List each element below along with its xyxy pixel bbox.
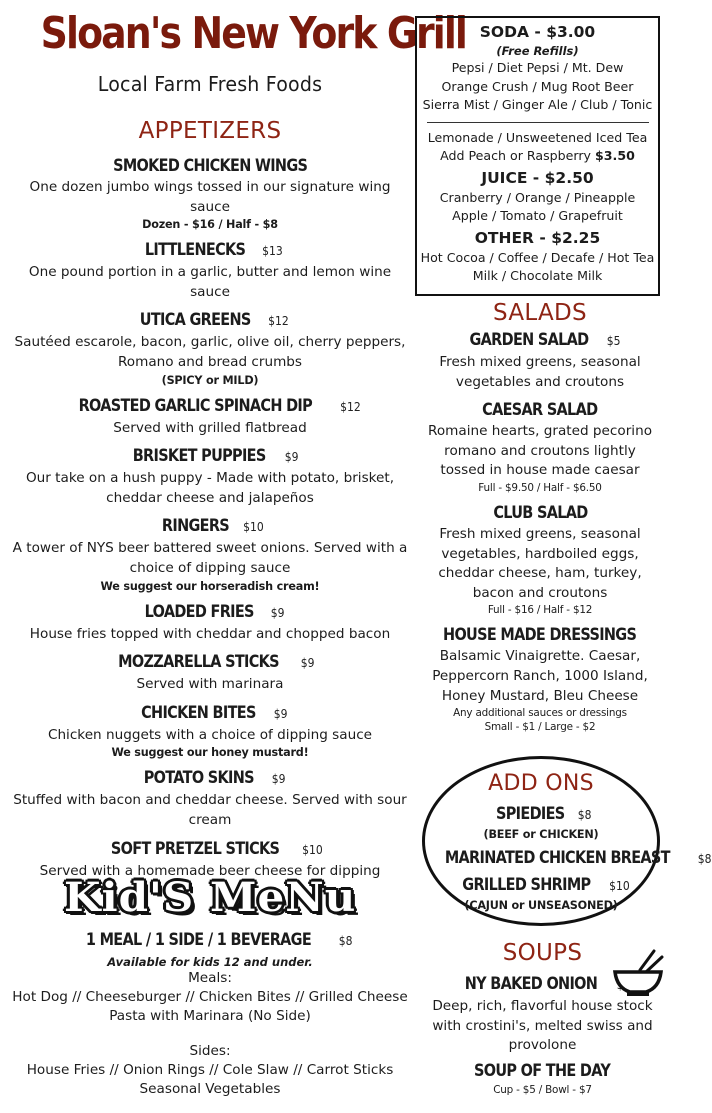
item-price: $5	[606, 334, 621, 348]
kids-availability: Available for kids 12 and under.	[107, 955, 313, 969]
item-description: Romaine hearts, grated pecorino romano and croutons lightly tossed in house made caesar	[427, 423, 653, 479]
item-price: $10	[302, 842, 323, 857]
item-description: Served with marinara	[136, 676, 284, 693]
menu-item	[10, 600, 410, 645]
item-note: (BEEF or CHICKEN)	[483, 828, 599, 841]
item-description: Deep, rich, flavorful house stock with crostini's, melted swiss and provolone	[432, 998, 653, 1054]
item-name: CHICKEN BITES	[141, 702, 257, 723]
item-description: Served with grilled flatbread	[113, 419, 307, 436]
kids-menu-logo: Kid'S MeNu	[63, 874, 357, 921]
item-description: Sautéed escarole, bacon, garlic, olive oil, cherry peppers, Romano and bread crumbs	[14, 334, 406, 370]
item-name: POTATO SKINS	[143, 768, 254, 789]
drinks-divider	[427, 122, 649, 123]
item-price: $9	[274, 706, 288, 721]
kids-meals-label: Meals:	[188, 970, 232, 986]
item-description: Stuffed with bacon and cheddar cheese. Served with sour cream	[13, 792, 407, 828]
appetizers-heading: APPETIZERS	[138, 118, 282, 144]
item-name: GRILLED SHRIMP	[461, 875, 591, 895]
item-note: We suggest our honey mustard!	[111, 746, 309, 760]
item-note: Small - $1 / Large - $2	[484, 721, 596, 734]
kids-sides-line: Seasonal Vegetables	[139, 1081, 281, 1097]
item-name: SPIEDIES	[495, 804, 565, 824]
item-note: (SPICY or MILD)	[161, 373, 259, 387]
restaurant-name: Sloan's New York Grill	[40, 8, 467, 59]
item-name: GARDEN SALAD	[469, 330, 589, 350]
item-note: Full - $16 / Half - $12	[487, 604, 593, 617]
menu-item	[10, 514, 410, 593]
appetizers-section	[10, 118, 410, 887]
restaurant-title	[6, 8, 467, 59]
item-name: BRISKET PUPPIES	[132, 446, 266, 467]
menu-item	[10, 154, 410, 232]
kids-meals-line: Hot Dog // Cheeseburger // Chicken Bites // Grilled Cheese	[12, 989, 408, 1005]
item-name: LITTLENECKS	[144, 240, 246, 261]
juice-line: Cranberry / Orange / Pineapple	[439, 189, 636, 205]
item-name: ROASTED GARLIC SPINACH DIP	[78, 395, 312, 416]
kids-meals-line: Pasta with Marinara (No Side)	[109, 1008, 311, 1024]
item-price: $9	[271, 772, 286, 787]
menu-item	[420, 328, 660, 392]
other-heading: OTHER - $2.25	[474, 228, 601, 247]
item-name: RINGERS	[161, 516, 229, 537]
item-price: $10	[242, 520, 264, 535]
tea-line: Lemonade / Unsweetened Iced Tea	[427, 129, 648, 145]
item-name: SOFT PRETZEL STICKS	[110, 838, 280, 859]
kids-sides-label: Sides:	[189, 1043, 231, 1059]
item-description: Fresh mixed greens, seasonal vegetables and croutons	[439, 354, 641, 390]
salads-heading: SALADS	[493, 300, 587, 326]
item-description: One pound portion in a garlic, butter and lemon wine sauce	[28, 264, 392, 300]
menu-item	[420, 501, 660, 617]
item-price: $9	[301, 656, 315, 671]
item-price: $12	[340, 399, 362, 414]
menu-item	[10, 238, 410, 302]
addons-heading: ADD ONS	[488, 771, 594, 796]
menu-item	[10, 701, 410, 761]
soda-heading: SODA - $3.00	[479, 23, 596, 41]
item-note: Cup - $5 / Bowl - $7	[493, 1083, 592, 1096]
soda-note: (Free Refills)	[496, 44, 579, 58]
item-description: Fresh mixed greens, seasonal vegetables, hardboiled eggs, cheddar cheese, ham, turkey, bacon and croutons	[438, 525, 642, 601]
soda-line: Orange Crush / Mug Root Beer	[441, 78, 634, 94]
kids-combo: 1 MEAL / 1 SIDE / 1 BEVERAGE	[86, 930, 312, 950]
item-name: SMOKED CHICKEN WINGS	[112, 156, 308, 176]
item-price: $9	[284, 450, 299, 465]
item-note: Dozen - $16 / Half - $8	[142, 218, 278, 232]
other-line: Hot Cocoa / Coffee / Decafe / Hot Tea	[420, 249, 655, 265]
item-price: $12	[268, 314, 290, 329]
restaurant-tagline: Local Farm Fresh Foods	[97, 72, 323, 96]
addons-ellipse	[422, 756, 712, 926]
item-description: House fries topped with cheddar and chopped bacon	[29, 625, 391, 642]
item-name: MARINATED CHICKEN BREAST	[444, 848, 670, 868]
menu-item	[10, 650, 410, 695]
item-name: CLUB SALAD	[492, 502, 588, 523]
kids-menu-section	[10, 872, 410, 1099]
item-note: (CAJUN or UNSEASONED)	[464, 899, 618, 912]
menu-item	[10, 766, 410, 830]
item-description: Our take on a hush puppy - Made with potato, brisket, cheddar cheese and jalapeños	[25, 470, 395, 506]
menu-item	[10, 308, 410, 387]
menu-item	[10, 394, 410, 439]
item-name: SOUP OF THE DAY	[474, 1060, 611, 1081]
item-description: Balsamic Vinaigrette. Caesar, Peppercorn Ranch, 1000 Island, Honey Mustard, Bleu Cheese	[432, 648, 648, 704]
soups-heading: SOUPS	[502, 940, 583, 966]
item-price: $13	[262, 244, 283, 259]
soda-line: Sierra Mist / Ginger Ale / Club / Tonic	[422, 97, 653, 112]
soup-bowl-icon	[612, 948, 664, 998]
item-name: LOADED FRIES	[144, 601, 254, 622]
item-description: Chicken nuggets with a choice of dipping sauce	[47, 726, 373, 743]
item-name: UTICA GREENS	[139, 310, 251, 331]
drinks-box	[415, 16, 660, 296]
tea-addon: Add Peach or Raspberry	[440, 148, 591, 163]
item-description: Served with a homemade beer cheese for dipping	[39, 862, 381, 879]
salads-section	[420, 300, 660, 740]
item-price: $9	[270, 605, 285, 620]
item-description: A tower of NYS beer battered sweet onions. Served with a choice of dipping sauce	[12, 540, 408, 576]
soda-line: Pepsi / Diet Pepsi / Mt. Dew	[451, 60, 624, 75]
item-name: CAESAR SALAD	[482, 400, 598, 421]
juice-heading: JUICE - $2.50	[481, 168, 594, 187]
item-note: Any additional sauces or dressings	[453, 707, 627, 720]
menu-item	[420, 398, 660, 495]
item-description: One dozen jumbo wings tossed in our signature wing sauce	[29, 179, 391, 215]
kids-combo-price: $8	[339, 934, 353, 948]
item-price: $10	[609, 879, 631, 893]
item-name: MOZZARELLA STICKS	[118, 652, 280, 673]
juice-line: Apple / Tomato / Grapefruit	[452, 208, 623, 223]
item-name: HOUSE MADE DRESSINGS	[443, 625, 637, 646]
kids-sides-line: House Fries // Onion Rings // Cole Slaw // Carrot Sticks	[26, 1062, 394, 1078]
tea-addon-price: $3.50	[595, 148, 635, 163]
item-note: We suggest our horseradish cream!	[100, 579, 320, 593]
item-name: NY BAKED ONION	[465, 974, 598, 994]
other-line: Milk / Chocolate Milk	[472, 268, 603, 283]
menu-item	[420, 623, 660, 734]
item-note: Full - $9.50 / Half - $6.50	[478, 481, 602, 494]
item-price: $8	[577, 808, 592, 822]
menu-item	[10, 444, 410, 508]
item-price: $8	[697, 852, 712, 866]
